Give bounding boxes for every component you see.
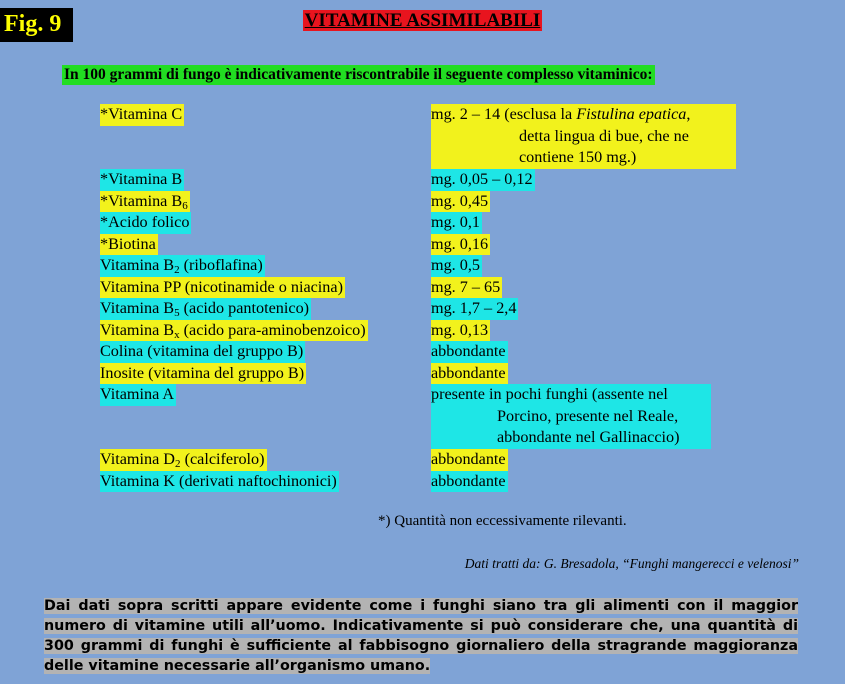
value-italic: Fistulina epatica (576, 105, 687, 123)
vitamin-value: mg. 0,45 (431, 191, 490, 213)
intro-text: In 100 grammi di fungo è indicativamente riscontrabile il seguente complesso vitaminico: (64, 66, 653, 83)
vitamin-name-text: *Vitamina B (100, 170, 183, 188)
value-line-2: detta lingua di bue, che ne (519, 126, 689, 145)
vitamin-name-text: Vitamina D (100, 450, 176, 468)
summary-text: Dai dati sopra scritti appare evidente come i funghi siano tra gli alimenti con il maggior numero di vitamine utili all’uomo. Indicativamente si può considerare che, una quantità di 300 grammi di funghi è sufficiente al fabbisogno giornaliero della stragrande maggioranza delle vitamine necessarie all’organismo umano. (44, 598, 798, 674)
vitamin-value: mg. 7 – 65 (431, 277, 502, 299)
vitamin-name-text: Vitamina B (100, 256, 175, 274)
vitamin-value: mg. 0,1 (431, 212, 482, 234)
vitamin-name-text: Colina (vitamina del gruppo B) (100, 342, 304, 360)
source-prefix: Dati tratti da: G. Bresadola, (464, 556, 623, 571)
vitamin-name-suffix: (acido pantotenico) (179, 299, 310, 317)
title-wrap (0, 10, 845, 32)
vitamin-name (100, 384, 176, 406)
vitamin-name-text: *Vitamina C (100, 105, 183, 123)
page-title: VITAMINE ASSIMILABILI (304, 10, 541, 31)
vitamin-subscript: 5 (174, 307, 180, 319)
vitamin-value (431, 384, 711, 449)
vitamin-value: abbondante (431, 341, 508, 363)
value-line-2: Porcino, presente nel Reale, (497, 406, 679, 425)
value-suffix: , (686, 105, 691, 123)
vitamin-name (100, 471, 339, 493)
value-line-1 (431, 384, 711, 406)
vitamin-name (100, 320, 368, 342)
summary-paragraph (44, 596, 798, 676)
vitamin-name (100, 212, 191, 234)
value-text: presente in pochi funghi (assente nel (431, 385, 668, 403)
vitamin-value: abbondante (431, 449, 508, 471)
vitamin-value: mg. 0,16 (431, 234, 490, 256)
vitamin-name-text: Vitamina PP (nicotinamide o niacina) (100, 277, 343, 296)
vitamin-value: abbondante (431, 471, 508, 493)
vitamin-name-text: *Vitamina B (100, 191, 183, 210)
vitamin-name-suffix: (acido para-aminobenzoico) (179, 320, 366, 339)
vitamin-name-text: *Acido folico (100, 213, 190, 231)
vitamin-name-suffix: (calciferolo) (180, 450, 265, 468)
footnote: *) Quantità non eccessivamente rilevanti. (378, 513, 627, 529)
vitamin-name-text: Vitamina B (100, 299, 175, 317)
vitamin-name (100, 255, 265, 277)
vitamin-name (100, 449, 267, 471)
vitamin-subscript: 2 (175, 458, 181, 470)
vitamin-value: mg. 0,13 (431, 320, 490, 342)
vitamin-name (100, 104, 184, 126)
vitamin-name (100, 363, 306, 385)
source-title: “Funghi mangerecci e velenosi” (622, 556, 799, 571)
vitamin-subscript: 2 (174, 264, 180, 276)
vitamin-name (100, 234, 158, 256)
vitamin-subscript: x (174, 328, 180, 341)
vitamin-value: mg. 0,05 – 0,12 (431, 169, 535, 191)
value-line-3: contiene 150 mg.) (519, 148, 637, 166)
value-line-3: abbondante nel Gallinaccio) (497, 428, 680, 446)
vitamin-name-text: Vitamina K (derivati naftochinonici) (100, 471, 337, 490)
vitamin-name-text: Inosite (vitamina del gruppo B) (100, 363, 305, 382)
vitamin-name-text: *Biotina (100, 234, 156, 253)
vitamin-name-text: Vitamina A (100, 385, 175, 403)
vitamin-value: mg. 1,7 – 2,4 (431, 298, 518, 320)
vitamin-value: abbondante (431, 363, 508, 385)
vitamin-name (100, 341, 305, 363)
value-line-1 (431, 104, 736, 126)
vitamin-name (100, 277, 345, 299)
vitamin-name (100, 298, 311, 320)
source-citation (465, 556, 799, 572)
figure-label: Fig. 9 (0, 8, 73, 42)
vitamin-value: mg. 0,5 (431, 255, 482, 277)
value-text: mg. 2 – 14 (esclusa la (431, 105, 577, 123)
vitamin-name-suffix: (riboflafina) (179, 256, 263, 274)
vitamin-name-text: Vitamina B (100, 320, 175, 339)
vitamin-name (100, 191, 190, 213)
vitamin-value (431, 104, 736, 169)
vitamin-name (100, 169, 184, 191)
vitamin-subscript: 6 (182, 199, 188, 212)
